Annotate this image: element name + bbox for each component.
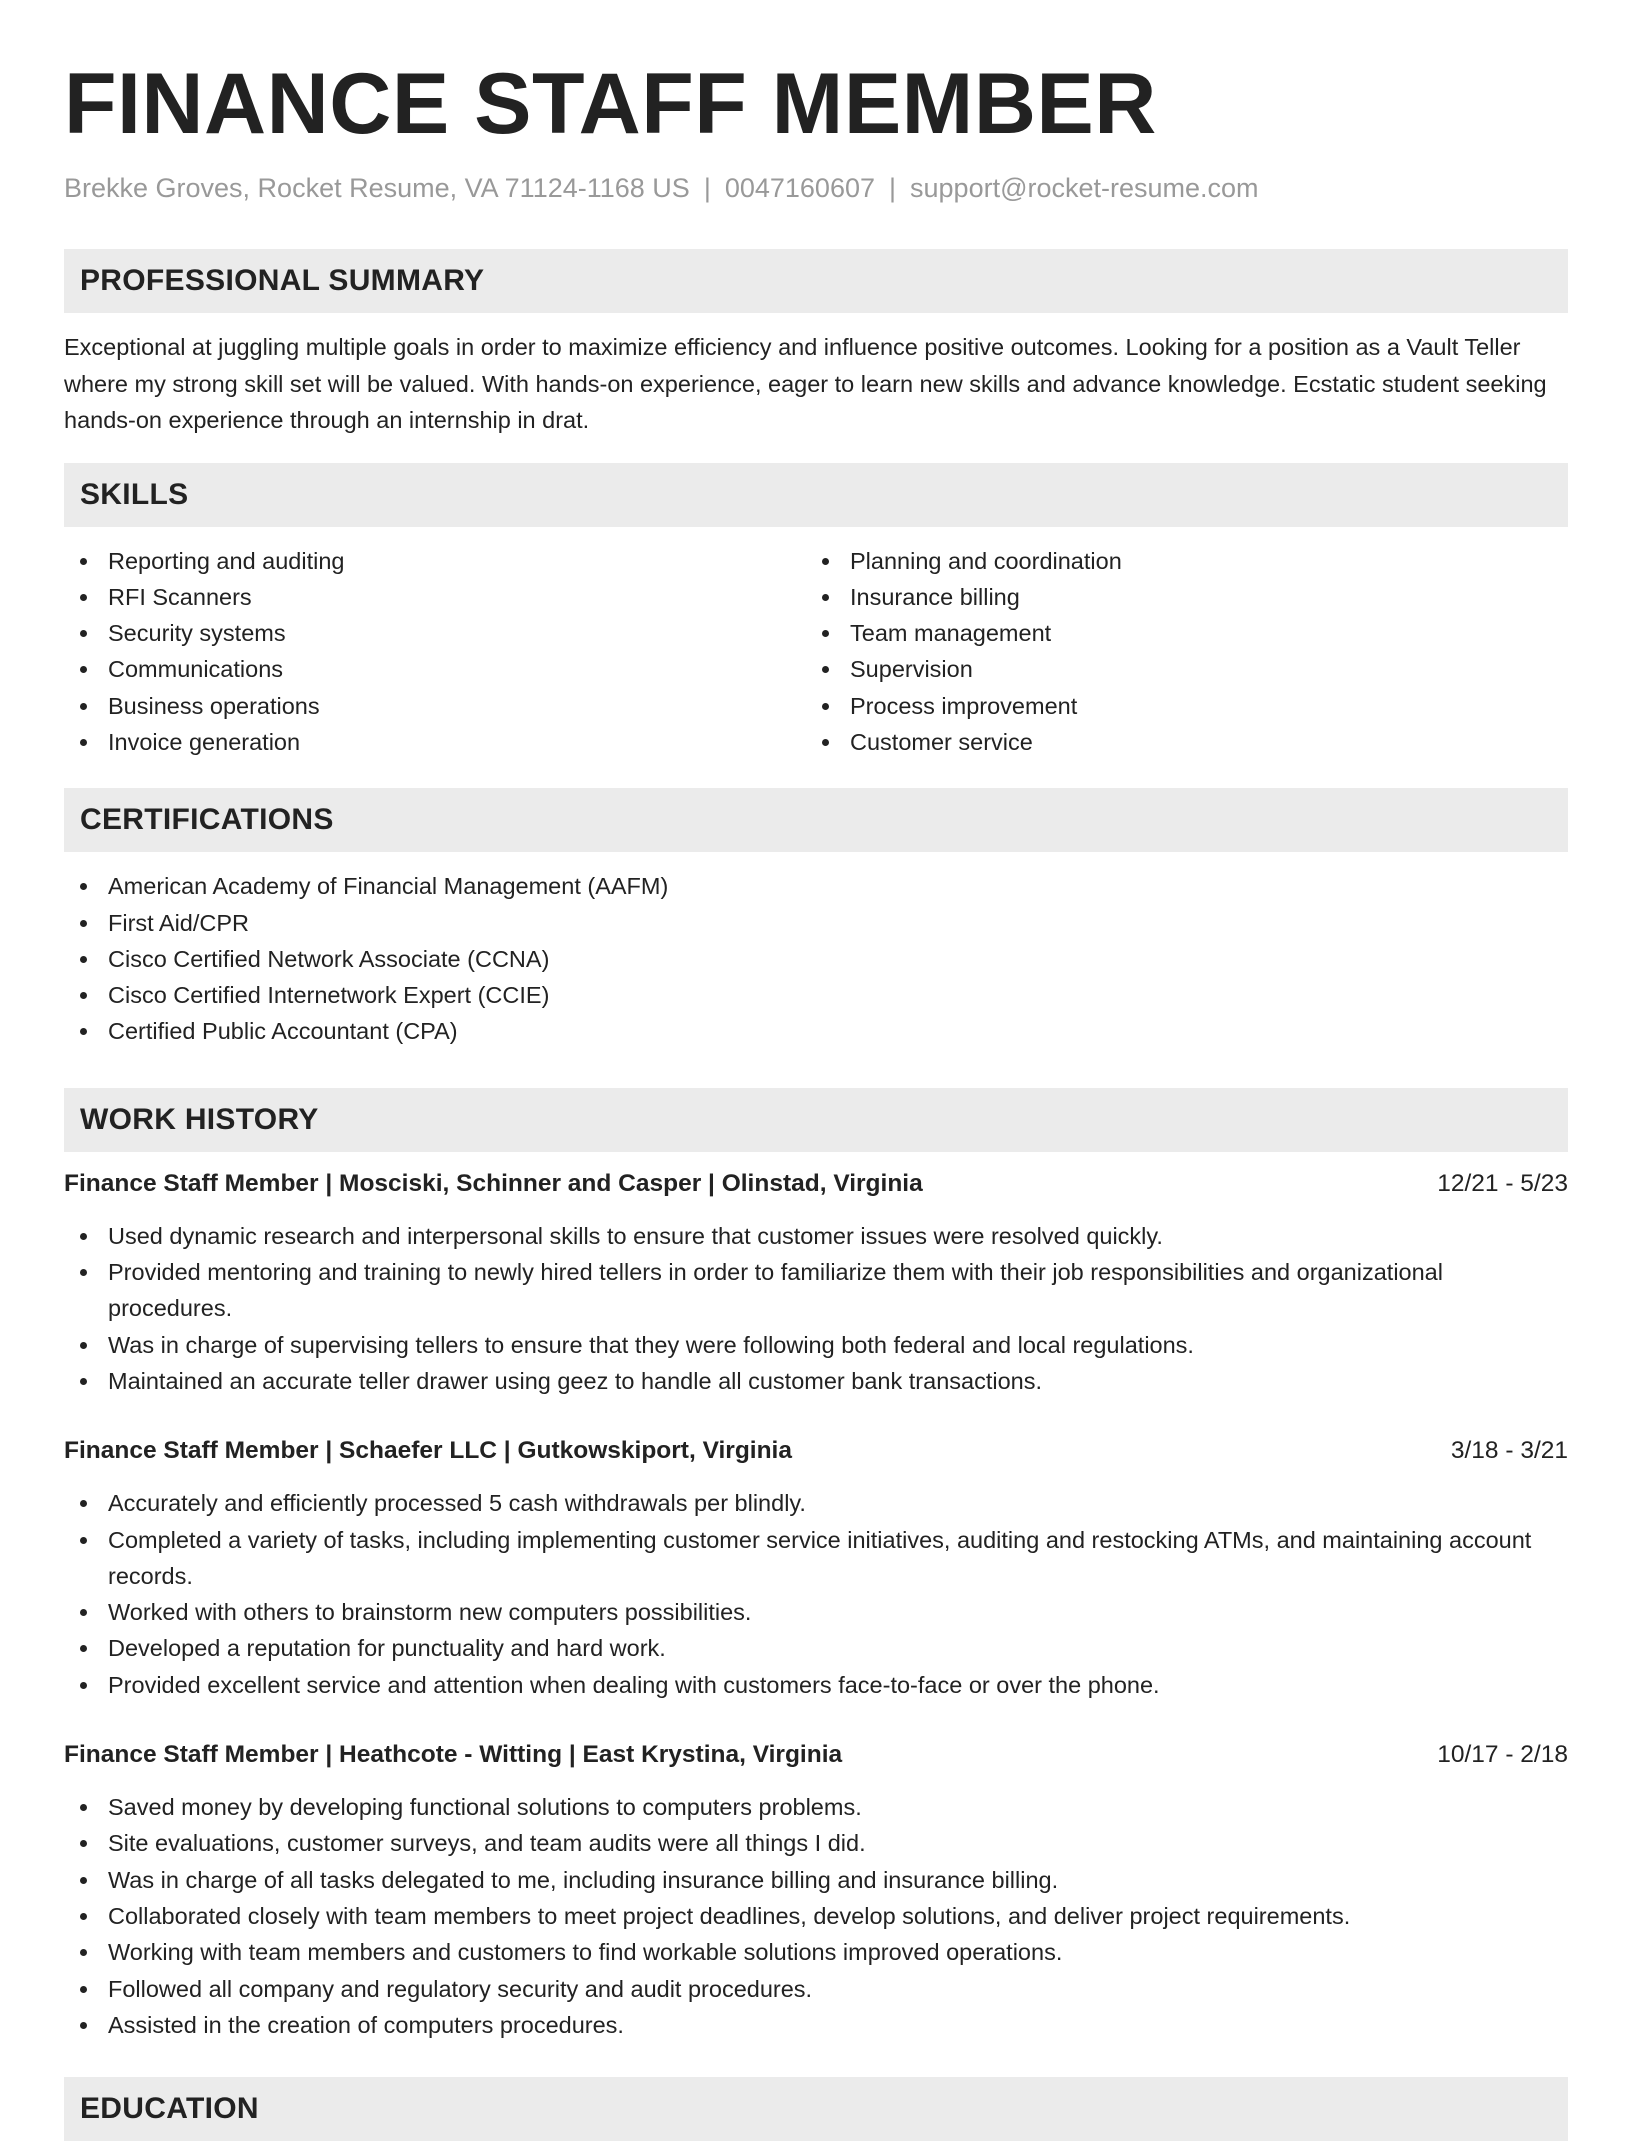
job-bullet: Was in charge of all tasks delegated to me, including insurance billing and insurance billing. xyxy=(64,1862,1568,1898)
certification-item: Certified Public Accountant (CPA) xyxy=(64,1013,1568,1049)
education-heading: EDUCATION xyxy=(64,2077,1568,2141)
skill-item: Security systems xyxy=(64,615,806,651)
job-bullet: Provided excellent service and attention when dealing with customers face-to-face or over the phone. xyxy=(64,1667,1568,1703)
skills-column-left xyxy=(64,543,806,761)
skill-item: Team management xyxy=(806,615,1548,651)
job-title: Finance Staff Member | Schaefer LLC | Gutkowskiport, Virginia xyxy=(64,1437,792,1465)
skill-item: Insurance billing xyxy=(806,579,1548,615)
job-entry xyxy=(64,1737,1568,2043)
job-bullet: Saved money by developing functional solutions to computers problems. xyxy=(64,1789,1568,1825)
contact-separator: | xyxy=(889,173,897,203)
job-title: Finance Staff Member | Heathcote - Witting | East Krystina, Virginia xyxy=(64,1741,843,1769)
contact-address: Brekke Groves, Rocket Resume, VA 71124-1168 US xyxy=(64,173,690,203)
job-bullet: Accurately and efficiently processed 5 cash withdrawals per blindly. xyxy=(64,1485,1568,1521)
certifications-heading: CERTIFICATIONS xyxy=(64,788,1568,852)
job-bullet: Completed a variety of tasks, including implementing customer service initiatives, auditing and restocking ATMs, and maintaining account records. xyxy=(64,1522,1568,1595)
certification-item: First Aid/CPR xyxy=(64,905,1568,941)
skill-item: Invoice generation xyxy=(64,724,806,760)
work-history-section xyxy=(64,1088,1568,2043)
work-history-heading: WORK HISTORY xyxy=(64,1088,1568,1152)
skill-item: Process improvement xyxy=(806,688,1548,724)
contact-line xyxy=(64,172,1568,204)
resume-name: FINANCE STAFF MEMBER xyxy=(64,56,1157,152)
education-section xyxy=(64,2077,1568,2141)
job-header xyxy=(64,1433,1568,1469)
job-bullet: Was in charge of supervising tellers to ensure that they were following both federal and local regulations. xyxy=(64,1327,1568,1363)
skills-column-right xyxy=(806,543,1548,761)
job-entry xyxy=(64,1433,1568,1703)
job-dates: 3/18 - 3/21 xyxy=(1450,1437,1568,1465)
certification-item: Cisco Certified Internetwork Expert (CCIE) xyxy=(64,977,1568,1013)
resume-page xyxy=(64,0,1568,2141)
job-header xyxy=(64,1737,1568,1773)
job-header xyxy=(64,1166,1568,1202)
skill-item: Customer service xyxy=(806,724,1548,760)
contact-phone: 0047160607 xyxy=(724,173,875,203)
job-bullet: Developed a reputation for punctuality and hard work. xyxy=(64,1630,1568,1666)
contact-separator: | xyxy=(703,173,711,203)
certifications-section xyxy=(64,788,1568,1049)
job-bullets xyxy=(64,1218,1568,1399)
skill-item: Supervision xyxy=(806,651,1548,687)
skill-item: Reporting and auditing xyxy=(64,543,806,579)
summary-text: Exceptional at juggling multiple goals in order to maximize efficiency and influence positive outcomes. Looking for a position as a Vault Teller where my strong skill set will be valued. With hands-on experience, eager to learn new skills and advance knowledge. Ecstatic student seeking hands-on experience through an internship in drat. xyxy=(64,334,1547,433)
contact-email: support@rocket-resume.com xyxy=(910,173,1259,203)
job-bullet: Used dynamic research and interpersonal skills to ensure that customer issues were resolved quickly. xyxy=(64,1218,1568,1254)
job-bullet: Site evaluations, customer surveys, and team audits were all things I did. xyxy=(64,1825,1568,1861)
job-dates: 10/17 - 2/18 xyxy=(1437,1741,1568,1769)
job-bullet: Provided mentoring and training to newly hired tellers in order to familiarize them with their job responsibilities and organizational procedures. xyxy=(64,1254,1568,1327)
certification-item: Cisco Certified Network Associate (CCNA) xyxy=(64,941,1568,977)
job-bullets xyxy=(64,1789,1568,2043)
job-bullet: Worked with others to brainstorm new computers possibilities. xyxy=(64,1594,1568,1630)
job-title: Finance Staff Member | Mosciski, Schinner and Casper | Olinstad, Virginia xyxy=(64,1169,923,1197)
skills-grid xyxy=(64,543,1568,761)
job-bullet: Followed all company and regulatory security and audit procedures. xyxy=(64,1971,1568,2007)
certifications-list xyxy=(64,868,1568,1049)
summary-heading: PROFESSIONAL SUMMARY xyxy=(64,249,1568,313)
skills-heading: SKILLS xyxy=(64,463,1568,527)
certification-item: American Academy of Financial Management (AAFM) xyxy=(64,868,1568,904)
skill-item: Communications xyxy=(64,651,806,687)
skill-item: Business operations xyxy=(64,688,806,724)
job-bullets xyxy=(64,1485,1568,1703)
skill-item: RFI Scanners xyxy=(64,579,806,615)
job-dates: 12/21 - 5/23 xyxy=(1437,1169,1568,1197)
job-bullet: Collaborated closely with team members to meet project deadlines, develop solutions, and deliver project requirements. xyxy=(64,1898,1568,1934)
summary-section xyxy=(64,249,1568,439)
job-bullet: Maintained an accurate teller drawer using geez to handle all customer bank transactions. xyxy=(64,1363,1568,1399)
job-entry xyxy=(64,1166,1568,1399)
skills-section xyxy=(64,463,1568,761)
job-bullet: Working with team members and customers to find workable solutions improved operations. xyxy=(64,1934,1568,1970)
skill-item: Planning and coordination xyxy=(806,543,1548,579)
job-bullet: Assisted in the creation of computers procedures. xyxy=(64,2007,1568,2043)
